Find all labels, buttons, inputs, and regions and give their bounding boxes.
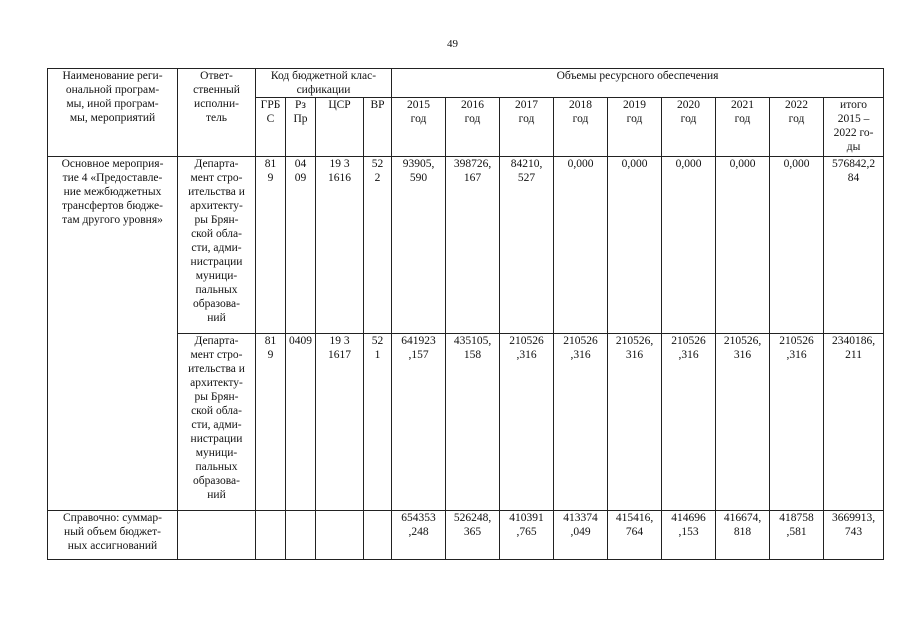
row-vr: 52 2 (364, 157, 392, 334)
header-year-2016: 2016 год (446, 98, 500, 157)
header-row-1 (48, 69, 884, 98)
row-value-2018: 210526 ,316 (554, 334, 608, 511)
row-value-2015: 93905, 590 (392, 157, 446, 334)
row-value-2015: 641923 ,157 (392, 334, 446, 511)
total-value-2022: 418758 ,581 (770, 511, 824, 560)
header-responsible: Ответ- ственный исполни- тель (178, 69, 256, 157)
header-year-2018: 2018 год (554, 98, 608, 157)
total-name: Справочно: суммар- ный объем бюджет- ных ассигнований (48, 511, 178, 560)
row-value-2016: 435105, 158 (446, 334, 500, 511)
row-value-2019: 210526, 316 (608, 334, 662, 511)
header-code-csr: ЦСР (316, 98, 364, 157)
row-vr: 52 1 (364, 334, 392, 511)
page-number: 49 (447, 38, 458, 50)
total-value-2021: 416674, 818 (716, 511, 770, 560)
total-value-2019: 415416, 764 (608, 511, 662, 560)
header-code-grbs: ГРБ С (256, 98, 286, 157)
total-value-2015: 654353 ,248 (392, 511, 446, 560)
total-value-2016: 526248, 365 (446, 511, 500, 560)
row-value-2020: 210526 ,316 (662, 334, 716, 511)
budget-table (47, 68, 884, 560)
header-funding: Объемы ресурсного обеспечения (392, 69, 884, 98)
row-value-2017: 210526 ,316 (500, 334, 554, 511)
total-vr-empty (364, 511, 392, 560)
total-csr-empty (316, 511, 364, 560)
header-year-2019: 2019 год (608, 98, 662, 157)
total-value-2017: 410391 ,765 (500, 511, 554, 560)
row-value-2022: 210526 ,316 (770, 334, 824, 511)
header-year-2020: 2020 год (662, 98, 716, 157)
row-name: Основное мероприя- тие 4 «Предоставле- ние межбюджетных трансфертов бюдже- там другого уровня» (48, 157, 178, 511)
header-year-2017: 2017 год (500, 98, 554, 157)
row-csr: 19 3 1616 (316, 157, 364, 334)
row-grbs: 81 9 (256, 157, 286, 334)
total-rzpr-empty (286, 511, 316, 560)
total-value-2018: 413374 ,049 (554, 511, 608, 560)
row-value-2019: 0,000 (608, 157, 662, 334)
total-row (48, 511, 884, 560)
header-year-2021: 2021 год (716, 98, 770, 157)
row-rzpr: 04 09 (286, 157, 316, 334)
row-responsible: Департа- мент стро- ительства и архитекту- ры Брян- ской обла- сти, адми- нистрации муници- пальных образова- ний (178, 334, 256, 511)
total-value-total: 3669913, 743 (824, 511, 884, 560)
row-rzpr: 0409 (286, 334, 316, 511)
header-name: Наименование реги- ональной програм- мы, иной програм- мы, мероприятий (48, 69, 178, 157)
row-value-2016: 398726, 167 (446, 157, 500, 334)
total-responsible-empty (178, 511, 256, 560)
header-budget-code: Код бюджетной клас- сификации (256, 69, 392, 98)
row-value-total: 576842,2 84 (824, 157, 884, 334)
row-value-2017: 84210, 527 (500, 157, 554, 334)
header-year-2015: 2015 год (392, 98, 446, 157)
header-code-rzpr: Рз Пр (286, 98, 316, 157)
row-responsible: Департа- мент стро- ительства и архитекту- ры Брян- ской обла- сти, адми- нистрации муници- пальных образова- ний (178, 157, 256, 334)
row-value-2020: 0,000 (662, 157, 716, 334)
row-grbs: 81 9 (256, 334, 286, 511)
total-value-2020: 414696 ,153 (662, 511, 716, 560)
header-year-2022: 2022 год (770, 98, 824, 157)
row-value-2018: 0,000 (554, 157, 608, 334)
row-value-total: 2340186, 211 (824, 334, 884, 511)
row-value-2021: 0,000 (716, 157, 770, 334)
row-value-2022: 0,000 (770, 157, 824, 334)
row-value-2021: 210526, 316 (716, 334, 770, 511)
total-grbs-empty (256, 511, 286, 560)
header-total: итого 2015 – 2022 го- ды (824, 98, 884, 157)
header-code-vr: ВР (364, 98, 392, 157)
row-csr: 19 3 1617 (316, 334, 364, 511)
table-row (48, 157, 884, 334)
